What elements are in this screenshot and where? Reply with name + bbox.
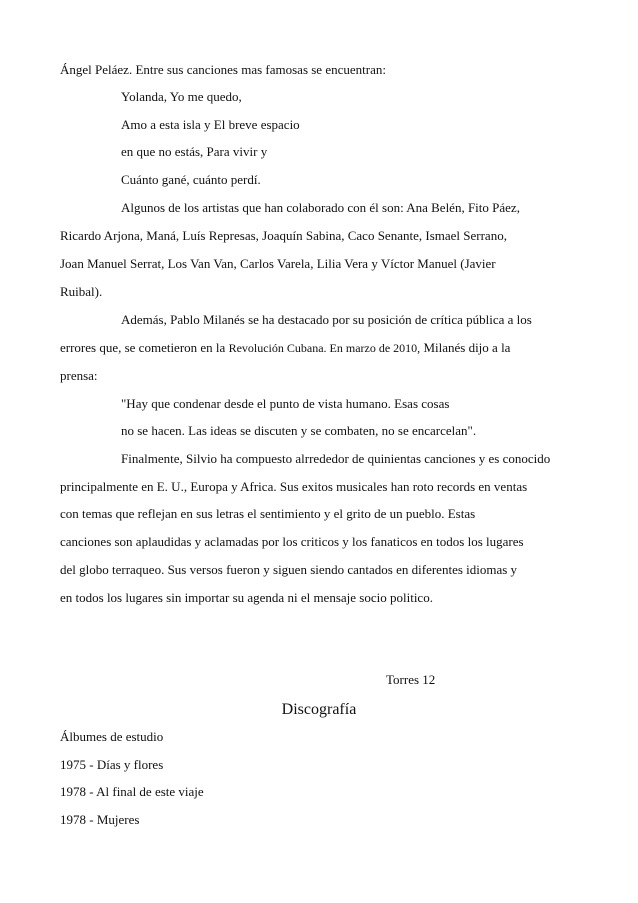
paragraph-segment: Revolución Cubana. En marzo de 2010,	[228, 341, 421, 355]
page-number: Torres 12	[386, 672, 436, 687]
paragraph-line: del globo terraqueo. Sus versos fueron y siguen siendo cantados en diferentes idiomas y	[60, 562, 518, 577]
song-line: Yolanda, Yo me quedo,	[121, 89, 242, 104]
song-line: Cuánto gané, cuánto perdí.	[121, 172, 261, 187]
quote-line: no se hacen. Las ideas se discuten y se combaten, no se encarcelan".	[121, 423, 477, 438]
section-heading: Discografía	[281, 701, 357, 718]
song-line: Amo a esta isla y El breve espacio	[121, 117, 300, 132]
album-item: 1978 - Al final de este viaje	[60, 784, 204, 799]
quote-line: "Hay que condenar desde el punto de vista humano. Esas cosas	[121, 396, 450, 411]
paragraph-line: principalmente en E. U., Europa y Africa. Sus exitos musicales han roto records en ventas	[60, 479, 528, 494]
paragraph-line: Finalmente, Silvio ha compuesto alrrededor de quinientas canciones y es conocido	[121, 451, 551, 466]
subheading: Álbumes de estudio	[60, 729, 164, 744]
intro-line: Ángel Peláez. Entre sus canciones mas famosas se encuentran:	[60, 62, 386, 77]
paragraph-line: Joan Manuel Serrat, Los Van Van, Carlos Varela, Lilia Vera y Víctor Manuel (Javier	[60, 256, 496, 271]
paragraph-line: con temas que reflejan en sus letras el sentimiento y el grito de un pueblo. Estas	[60, 506, 476, 521]
paragraph-line: prensa:	[60, 368, 98, 383]
paragraph-line: Además, Pablo Milanés se ha destacado por su posición de crítica pública a los	[121, 312, 532, 327]
paragraph-line: Ricardo Arjona, Maná, Luís Represas, Joaquín Sabina, Caco Senante, Ismael Serrano,	[60, 228, 507, 243]
paragraph-line: en todos los lugares sin importar su agenda ni el mensaje socio politico.	[60, 590, 433, 605]
paragraph-segment: errores que, se cometieron en la	[60, 340, 229, 355]
song-line: en que no estás, Para vivir y	[121, 144, 268, 159]
paragraph-segment: Milanés dijo a la	[420, 340, 511, 355]
album-item: 1975 - Días y flores	[60, 757, 164, 772]
paragraph-line: canciones son aplaudidas y aclamadas por los criticos y los fanaticos en todos los lugares	[60, 534, 524, 549]
paragraph-line	[60, 340, 510, 356]
paragraph-line: Algunos de los artistas que han colaborado con él son: Ana Belén, Fito Páez,	[121, 200, 520, 215]
paragraph-line: Ruibal).	[60, 284, 103, 299]
album-item: 1978 - Mujeres	[60, 812, 140, 827]
